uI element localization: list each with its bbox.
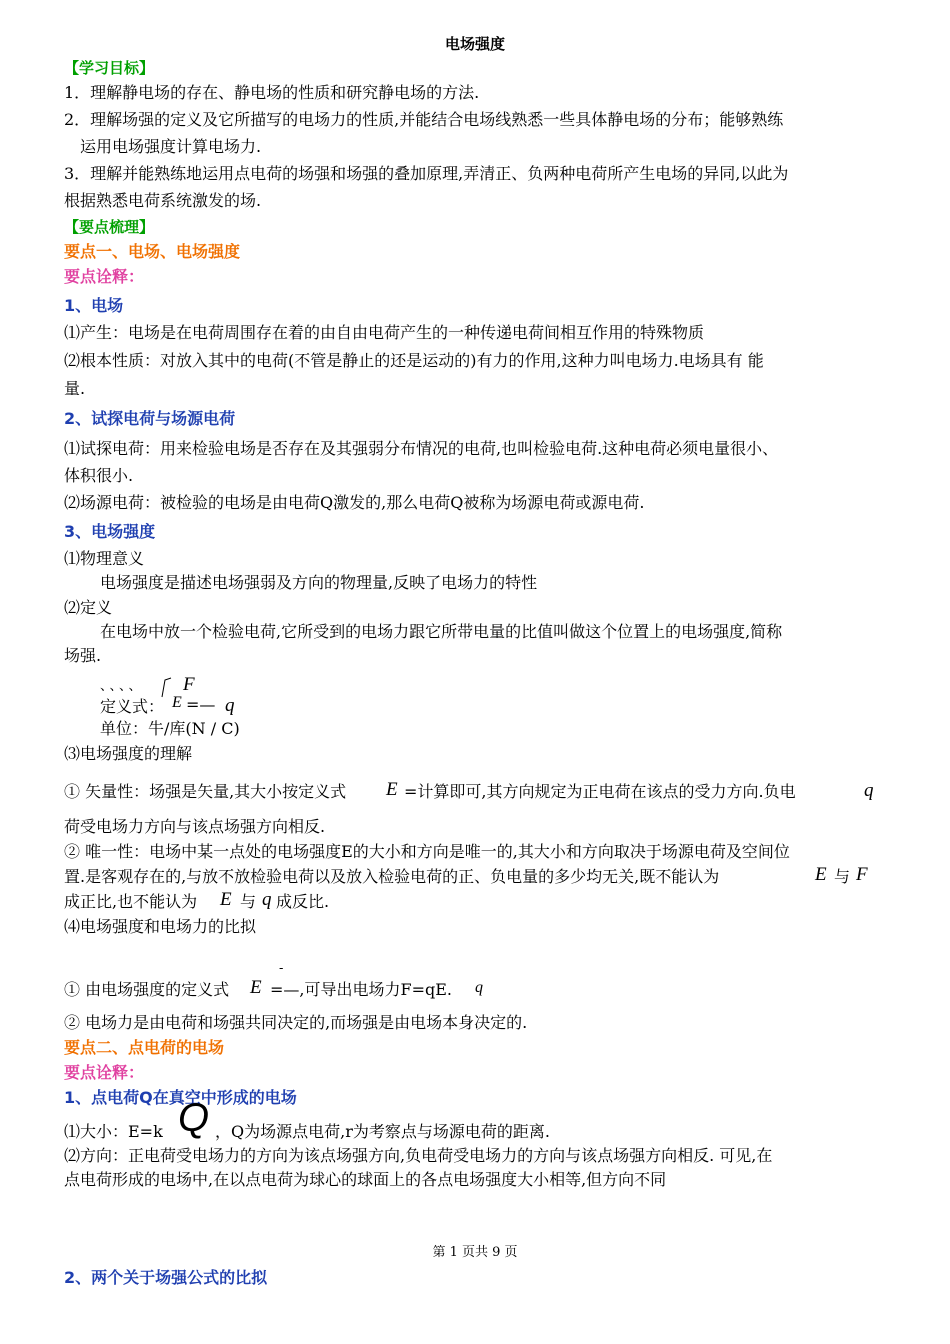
comparison-1-start: ① 由电场强度的定义式 — [64, 980, 230, 999]
comparison-label: ⑷电场强度和电场力的比拟 — [64, 917, 257, 936]
formula-force-symbol: F — [183, 674, 195, 695]
section-learning-goals: 【学习目标】 — [64, 59, 155, 77]
comparison-1-end: =—,可导出电场力F=qE. — [270, 980, 453, 999]
vector-property-end: =计算即可,其方向规定为正电荷在该点的受力方向.负电 — [404, 782, 796, 801]
vector-property-start: ① 矢量性：场强是矢量,其大小按定义式 — [64, 782, 347, 801]
unit-text: 单位：牛/库(N / C) — [100, 719, 240, 738]
goal-2-line1: 2．理解场强的定义及它所描写的电场力的性质,并能结合电场线熟悉一些具体静电场的分布；能够熟练 — [64, 110, 784, 129]
subheading-test-source-charge: 2、试探电荷与场源电荷 — [64, 409, 236, 428]
formula-dots: 、、、、 — [100, 679, 145, 694]
source-charge: ⑵场源电荷：被检验的电场是由电荷Q激发的,那么电荷Q被称为场源电荷或源电荷. — [64, 493, 645, 512]
subheading-field-formula-comparison: 2、两个关于场强公式的比拟 — [64, 1268, 268, 1287]
vector-e-symbol: E — [386, 779, 398, 800]
formula-e-small: E — [172, 694, 182, 711]
formula-label: 定义式： — [100, 697, 165, 716]
key-point-1-heading: 要点一、电场、电场强度 — [64, 242, 241, 261]
understanding-label: ⑶电场强度的理解 — [64, 744, 193, 763]
field-property-line1: ⑵根本性质：对放入其中的电荷(不管是静止的还是运动的)有力的作用,这种力叫电场力.电场具有 能 — [64, 351, 764, 370]
explanation-label-2: 要点诠释： — [64, 1063, 145, 1082]
uniqueness-e-symbol-2: E — [220, 889, 232, 910]
test-charge-line2: 体积很小. — [64, 466, 134, 485]
comparison-q-small: q — [475, 979, 483, 996]
key-point-2-heading: 要点二、点电荷的电场 — [64, 1038, 225, 1057]
definition-label: ⑵定义 — [64, 598, 113, 617]
subheading-field-strength: 3、电场强度 — [64, 522, 156, 541]
definition-text-line1: 在电场中放一个检验电荷,它所受到的电场力跟它所带电量的比值叫做这个位置上的电场强度,简称 — [100, 622, 783, 641]
explanation-label-1: 要点诠释： — [64, 267, 145, 286]
uniqueness-q-symbol: q — [262, 889, 272, 910]
uniqueness-line3-end: 成反比. — [276, 892, 330, 911]
definition-text-line2: 场强. — [64, 646, 102, 665]
formula-charge-symbol: q — [225, 695, 235, 716]
radical-mark — [160, 676, 172, 698]
physical-meaning-text: 电场强度是描述电场强弱及方向的物理量,反映了电场力的特性 — [100, 573, 538, 592]
formula-equals: =— — [186, 695, 216, 714]
physical-meaning-label: ⑴物理意义 — [64, 549, 145, 568]
subheading-electric-field: 1、电场 — [64, 296, 124, 315]
direction-line1: ⑵方向：正电荷受电场力的方向为该点场强方向,负电荷受电场力的方向与该点场强方向相反. 可见,在 — [64, 1146, 773, 1165]
uniqueness-line2-text: 置.是客观存在的,与放不放检验电荷以及放入检验电荷的正、负电量的多少均无关,既不能认为 — [64, 867, 720, 886]
formula-dash: - — [279, 961, 284, 976]
page-footer: 第 1 页共 9 页 — [432, 1245, 518, 1260]
direction-line2: 点电荷形成的电场中,在以点电荷为球心的球面上的各点电场强度大小相等,但方向不同 — [64, 1170, 667, 1189]
test-charge-line1: ⑴试探电荷：用来检验电场是否存在及其强弱分布情况的电荷,也叫检验电荷.这种电荷必须电量很小、 — [64, 439, 779, 458]
subheading-point-charge-field: 1、点电荷Q在真空中形成的电场 — [64, 1088, 297, 1107]
field-property-line2: 量. — [64, 379, 86, 398]
field-origin: ⑴产生：电场是在电荷周围存在着的由自由电荷产生的一种传递电荷间相互作用的特殊物质 — [64, 323, 705, 342]
comparison-2: ② 电场力是由电荷和场强共同决定的,而场强是由电场本身决定的. — [64, 1013, 528, 1032]
big-q-symbol: Q — [178, 1096, 210, 1140]
uniqueness-line3-start: 成正比,也不能认为 — [64, 892, 198, 911]
uniqueness-with-2: 与 — [240, 892, 257, 911]
uniqueness-e-symbol: E — [815, 864, 827, 885]
uniqueness-f-symbol: F — [856, 864, 868, 885]
goal-1: 1．理解静电场的存在、静电场的性质和研究静电场的方法. — [64, 83, 480, 102]
comparison-e-symbol: E — [250, 977, 262, 998]
section-key-points: 【要点梳理】 — [64, 218, 155, 236]
goal-3-line2: 根据熟悉电荷系统激发的场. — [64, 191, 262, 210]
uniqueness-with-1: 与 — [834, 867, 851, 886]
magnitude-start: ⑴大小：E=k — [64, 1122, 163, 1141]
goal-3-line1: 3．理解并能熟练地运用点电荷的场强和场强的叠加原理,弄清正、负两种电荷所产生电场的异同,以此为 — [64, 164, 789, 183]
vector-q-symbol: q — [864, 780, 874, 801]
uniqueness-line1: ② 唯一性：电场中某一点处的电场强度E的大小和方向是唯一的,其大小和方向取决于场源电荷及空间位 — [64, 842, 790, 861]
page-title: 电场强度 — [444, 35, 505, 53]
magnitude-end: ，Q为场源点电荷,r为考察点与场源电荷的距离. — [215, 1122, 550, 1141]
goal-2-line2: 运用电场强度计算电场力. — [80, 137, 262, 156]
vector-property-line2: 荷受电场力方向与该点场强方向相反. — [64, 817, 326, 836]
